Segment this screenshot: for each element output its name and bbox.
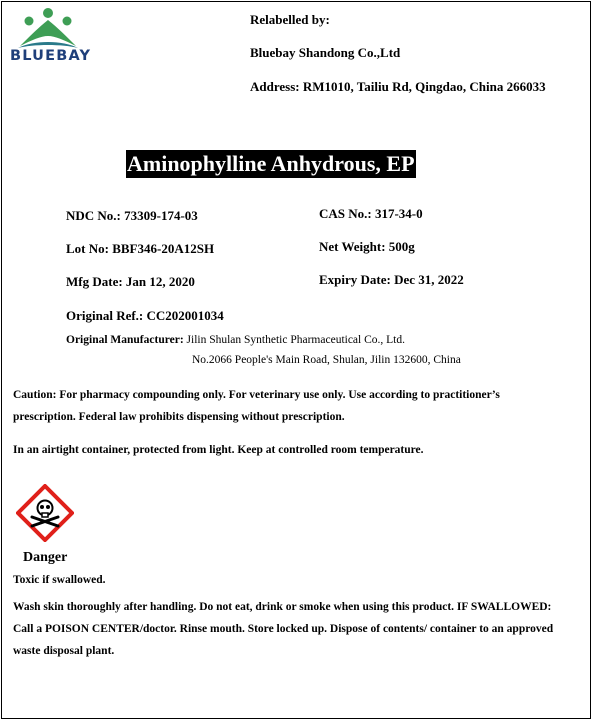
precautionary-statements <box>13 596 581 662</box>
ndc-number: NDC No.: 73309-174-03 <box>66 208 198 223</box>
company-address: Address: RM1010, Tailiu Rd, Qingdao, China 266033 <box>250 79 546 94</box>
caution-text <box>13 384 581 428</box>
original-ref-value: CC202001034 <box>146 308 224 323</box>
precaution-line-2: Call a POISON CENTER/doctor. Rinse mouth. Store locked up. Dispose of contents/ container to an approved <box>13 623 554 635</box>
logo-text: BLUEBAY <box>10 48 92 64</box>
net-weight: Net Weight: 500g <box>319 239 415 254</box>
original-ref <box>66 308 224 324</box>
mfg-date: Mfg Date: Jan 12, 2020 <box>66 274 195 289</box>
precaution-line-3: waste disposal plant. <box>13 645 115 657</box>
hazard-statement: Toxic if swallowed. <box>13 574 106 586</box>
lot-number: Lot No: BBF346-20A12SH <box>66 241 215 256</box>
precaution-line-1: Wash skin thoroughly after handling. Do not eat, drink or smoke when using this product. IF SWALLOWED: <box>13 601 552 613</box>
relabelled-by-label: Relabelled by: <box>250 12 330 27</box>
product-label <box>1 1 591 719</box>
signal-word: Danger <box>23 550 68 565</box>
product-title: Aminophylline Anhydrous, EP <box>127 151 415 176</box>
manufacturer-name: Jilin Shulan Synthetic Pharmaceutical Co., Ltd. <box>186 334 405 346</box>
manufacturer-label: Original Manufacturer: <box>66 334 184 346</box>
company-name: Bluebay Shandong Co.,Ltd <box>250 45 401 60</box>
manufacturer-address: No.2066 People's Main Road, Shulan, Jilin 132600, China <box>192 354 461 366</box>
skull-crossbones-icon <box>16 484 74 542</box>
expiry-date: Expiry Date: Dec 31, 2022 <box>319 272 464 287</box>
original-manufacturer <box>66 334 405 346</box>
original-ref-label: Original Ref.: <box>66 308 144 323</box>
storage-text: In an airtight container, protected from light. Keep at controlled room temperature. <box>13 444 424 456</box>
caution-line-1: Caution: For pharmacy compounding only. For veterinary use only. Use according to practitioner’s <box>13 389 500 401</box>
cas-number: CAS No.: 317-34-0 <box>319 206 423 221</box>
caution-line-2: prescription. Federal law prohibits dispensing without prescription. <box>13 411 345 423</box>
